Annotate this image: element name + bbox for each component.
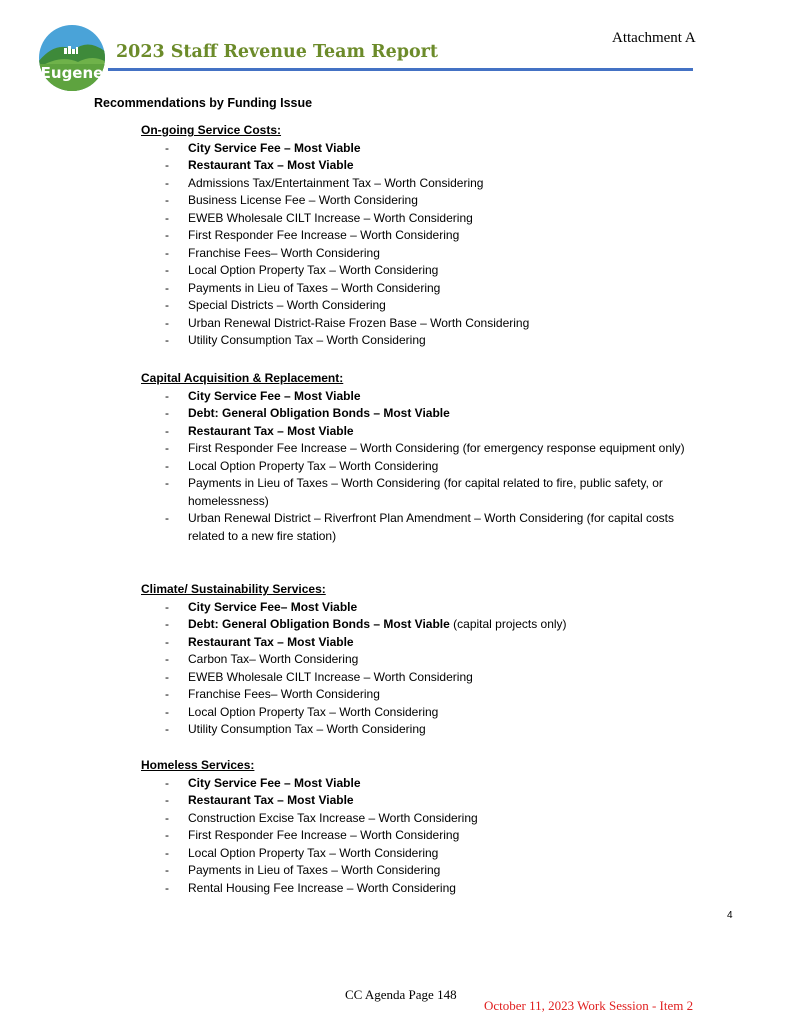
- list-item: - Restaurant Tax – Most Viable: [141, 157, 708, 175]
- section-title: Climate/ Sustainability Services:: [141, 582, 326, 596]
- section-ongoing-service-costs: [141, 122, 708, 350]
- section-title: On-going Service Costs:: [141, 123, 282, 137]
- recommendation-list: [141, 388, 708, 546]
- list-item: - Local Option Property Tax – Worth Considering: [141, 262, 708, 280]
- list-item: - City Service Fee – Most Viable: [141, 775, 708, 793]
- report-title: 2023 Staff Revenue Team Report: [116, 42, 438, 62]
- list-item: - Restaurant Tax – Most Viable: [141, 792, 708, 810]
- section-title: Homeless Services:: [141, 758, 255, 772]
- list-item: - EWEB Wholesale CILT Increase – Worth Considering: [141, 669, 708, 687]
- section-homeless-services: [141, 757, 708, 897]
- list-item: - Restaurant Tax – Most Viable: [141, 634, 708, 652]
- eugene-logo: [38, 24, 106, 92]
- list-item: - Local Option Property Tax – Worth Considering: [141, 458, 708, 476]
- list-item: - Utility Consumption Tax – Worth Considering: [141, 721, 708, 739]
- list-item: - Urban Renewal District-Raise Frozen Base – Worth Considering: [141, 315, 708, 333]
- list-item: - City Service Fee – Most Viable: [141, 388, 708, 406]
- list-item: - Payments in Lieu of Taxes – Worth Considering (for capital related to fire, public safety, or homelessness): [141, 475, 708, 510]
- recommendations-heading: Recommendations by Funding Issue: [94, 96, 313, 110]
- list-item: - Payments in Lieu of Taxes – Worth Considering: [141, 280, 708, 298]
- logo-text: Eugene: [40, 64, 104, 82]
- list-item: - Franchise Fees– Worth Considering: [141, 245, 708, 263]
- list-item: - Local Option Property Tax – Worth Considering: [141, 845, 708, 863]
- list-item: - Local Option Property Tax – Worth Considering: [141, 704, 708, 722]
- list-item: - Construction Excise Tax Increase – Worth Considering: [141, 810, 708, 828]
- work-session-label: October 11, 2023 Work Session - Item 2: [484, 998, 694, 1013]
- recommendation-list: [141, 140, 708, 350]
- list-item: - First Responder Fee Increase – Worth Considering: [141, 827, 708, 845]
- list-item: - Rental Housing Fee Increase – Worth Considering: [141, 880, 708, 898]
- header-rule: [108, 68, 693, 71]
- attachment-label: Attachment A: [612, 30, 696, 46]
- section-title: Capital Acquisition & Replacement:: [141, 371, 344, 385]
- recommendation-list: [141, 599, 708, 739]
- section-climate-sustainability: [141, 581, 708, 739]
- list-item: - Admissions Tax/Entertainment Tax – Worth Considering: [141, 175, 708, 193]
- list-item: - Special Districts – Worth Considering: [141, 297, 708, 315]
- list-item: - Debt: General Obligation Bonds – Most Viable: [141, 405, 708, 423]
- agenda-page-label: CC Agenda Page 148: [345, 987, 457, 1002]
- page-number: 4: [727, 910, 733, 921]
- list-item: - Business License Fee – Worth Considering: [141, 192, 708, 210]
- list-item: - City Service Fee– Most Viable: [141, 599, 708, 617]
- list-item: - First Responder Fee Increase – Worth Considering (for emergency response equipment only): [141, 440, 708, 458]
- list-item: - Franchise Fees– Worth Considering: [141, 686, 708, 704]
- list-item: - City Service Fee – Most Viable: [141, 140, 708, 158]
- list-item: - First Responder Fee Increase – Worth Considering: [141, 227, 708, 245]
- list-item: - EWEB Wholesale CILT Increase – Worth Considering: [141, 210, 708, 228]
- list-item: - Utility Consumption Tax – Worth Considering: [141, 332, 708, 350]
- list-item: - Payments in Lieu of Taxes – Worth Considering: [141, 862, 708, 880]
- list-item: - Carbon Tax– Worth Considering: [141, 651, 708, 669]
- recommendation-list: [141, 775, 708, 898]
- list-item: - Restaurant Tax – Most Viable: [141, 423, 708, 441]
- list-item: - Debt: General Obligation Bonds – Most Viable (capital projects only): [141, 616, 708, 634]
- list-item: - Urban Renewal District – Riverfront Plan Amendment – Worth Considering (for capital costs related to a new fire station): [141, 510, 708, 545]
- section-capital-acquisition: [141, 370, 708, 545]
